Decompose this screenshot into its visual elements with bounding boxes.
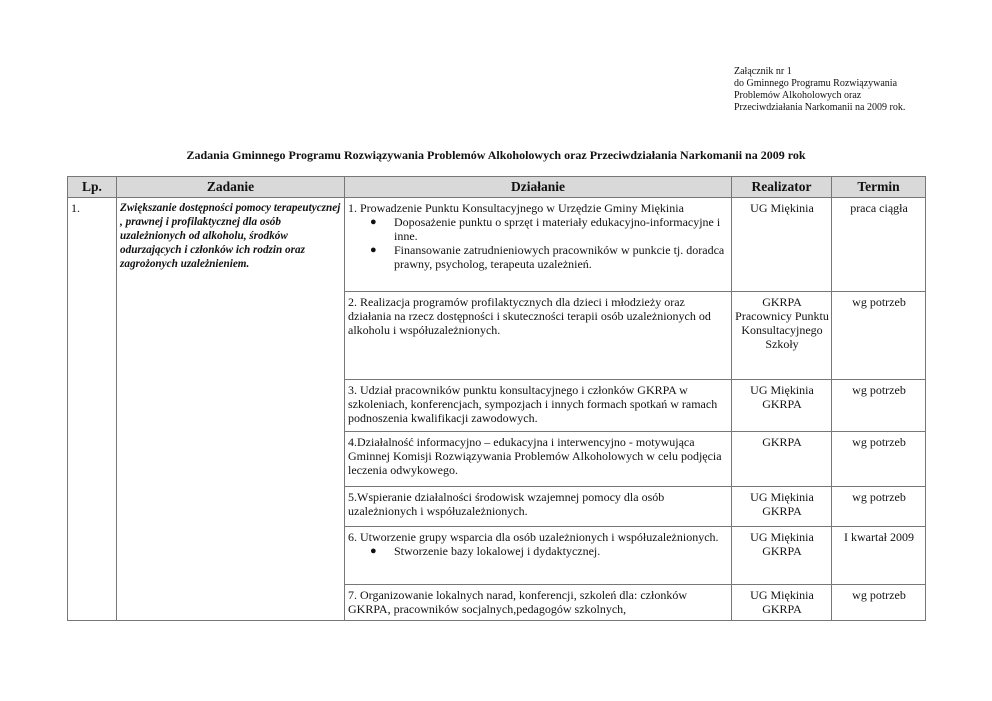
- list-item: ● Stworzenie bazy lokalowej i dydaktycznej.: [370, 544, 601, 558]
- table-header-row: [68, 177, 926, 198]
- bullet-icon: ●: [370, 216, 377, 228]
- termin-cell: wg potrzeb: [832, 487, 926, 527]
- dzialanie-cell: 7. Organizowanie lokalnych narad, konferencji, szkoleń dla: członków GKRPA, pracowników socjalnych,pedagogów szkolnych,: [345, 585, 732, 621]
- dzialanie-cell: [345, 198, 732, 292]
- termin-cell: I kwartał 2009: [832, 527, 926, 585]
- list-item: ● Doposażenie punktu o sprzęt i materiały edukacyjno-informacyjne i inne.: [370, 215, 721, 243]
- header-termin: Termin: [832, 177, 926, 198]
- document-title: Zadania Gminnego Programu Rozwiązywania Problemów Alkoholowych oraz Przeciwdziałania Narkomanii na 2009 rok: [186, 148, 806, 162]
- dzialanie-cell: 4.Działalność informacyjno – edukacyjna i interwencyjno - motywująca Gminnej Komisji Rozwiązywania Problemów Alkoholowych w celu podjęcia leczenia odwykowego.: [345, 432, 732, 487]
- bullet-list: [348, 544, 729, 558]
- bullet-list: [348, 215, 729, 271]
- termin-cell: wg potrzeb: [832, 585, 926, 621]
- zadanie-cell: Zwiększanie dostępności pomocy terapeutycznej , prawnej i profilaktycznej dla osób uzależnionych od alkoholu, środków odurzających i członków ich rodzin oraz zagrożonych uzależnieniem.: [117, 198, 345, 621]
- termin-cell: wg potrzeb: [832, 292, 926, 380]
- termin-cell: wg potrzeb: [832, 380, 926, 432]
- realizator-cell: UG Miękinia GKRPA: [732, 585, 832, 621]
- realizator-cell: GKRPA: [732, 432, 832, 487]
- realizator-cell: GKRPA Pracownicy Punktu Konsultacyjnego Szkoły: [732, 292, 832, 380]
- termin-cell: praca ciągła: [832, 198, 926, 292]
- termin-cell: wg potrzeb: [832, 432, 926, 487]
- header-lp: Lp.: [68, 177, 117, 198]
- dzialanie-text: 6. Utworzenie grupy wsparcia dla osób uzależnionych i współuzależnionych.: [348, 530, 719, 544]
- dzialanie-text: 1. Prowadzenie Punktu Konsultacyjnego w Urzędzie Gminy Miękinia: [348, 201, 684, 215]
- tasks-table: [67, 176, 926, 621]
- header-dzialanie: Działanie: [345, 177, 732, 198]
- table-row: [68, 198, 926, 292]
- annex-line: Przeciwdziałania Narkomanii na 2009 rok.: [734, 102, 906, 113]
- annex-line: Załącznik nr 1: [734, 66, 792, 77]
- realizator-cell: UG Miękinia GKRPA: [732, 487, 832, 527]
- realizator-cell: UG Miękinia GKRPA: [732, 380, 832, 432]
- realizator-cell: UG Miękinia: [732, 198, 832, 292]
- dzialanie-cell: 5.Wspieranie działalności środowisk wzajemnej pomocy dla osób uzależnionych i współuzależnionych.: [345, 487, 732, 527]
- dzialanie-cell: 3. Udział pracowników punktu konsultacyjnego i członków GKRPA w szkoleniach, konferencjach, sympozjach i innych formach spotkań w ramach podnoszenia kwalifikacji zawodowych.: [345, 380, 732, 432]
- annex-line: do Gminnego Programu Rozwiązywania: [734, 78, 898, 89]
- annex-line: Problemów Alkoholowych oraz: [734, 90, 862, 101]
- bullet-icon: ●: [370, 244, 377, 256]
- list-item: ● Finansowanie zatrudnieniowych pracowników w punkcie tj. doradca prawny, psycholog, terapeuta uzależnień.: [370, 243, 725, 271]
- header-realizator: Realizator: [732, 177, 832, 198]
- lp-cell: 1.: [68, 198, 117, 621]
- dzialanie-cell: [345, 527, 732, 585]
- realizator-cell: UG Miękinia GKRPA: [732, 527, 832, 585]
- header-zadanie: Zadanie: [117, 177, 345, 198]
- dzialanie-cell: 2. Realizacja programów profilaktycznych dla dzieci i młodzieży oraz działania na rzecz dostępności i skuteczności terapii osób uzależnionych od alkoholu i współuzależnionych.: [345, 292, 732, 380]
- annex-note: [734, 66, 974, 114]
- bullet-icon: ●: [370, 545, 377, 557]
